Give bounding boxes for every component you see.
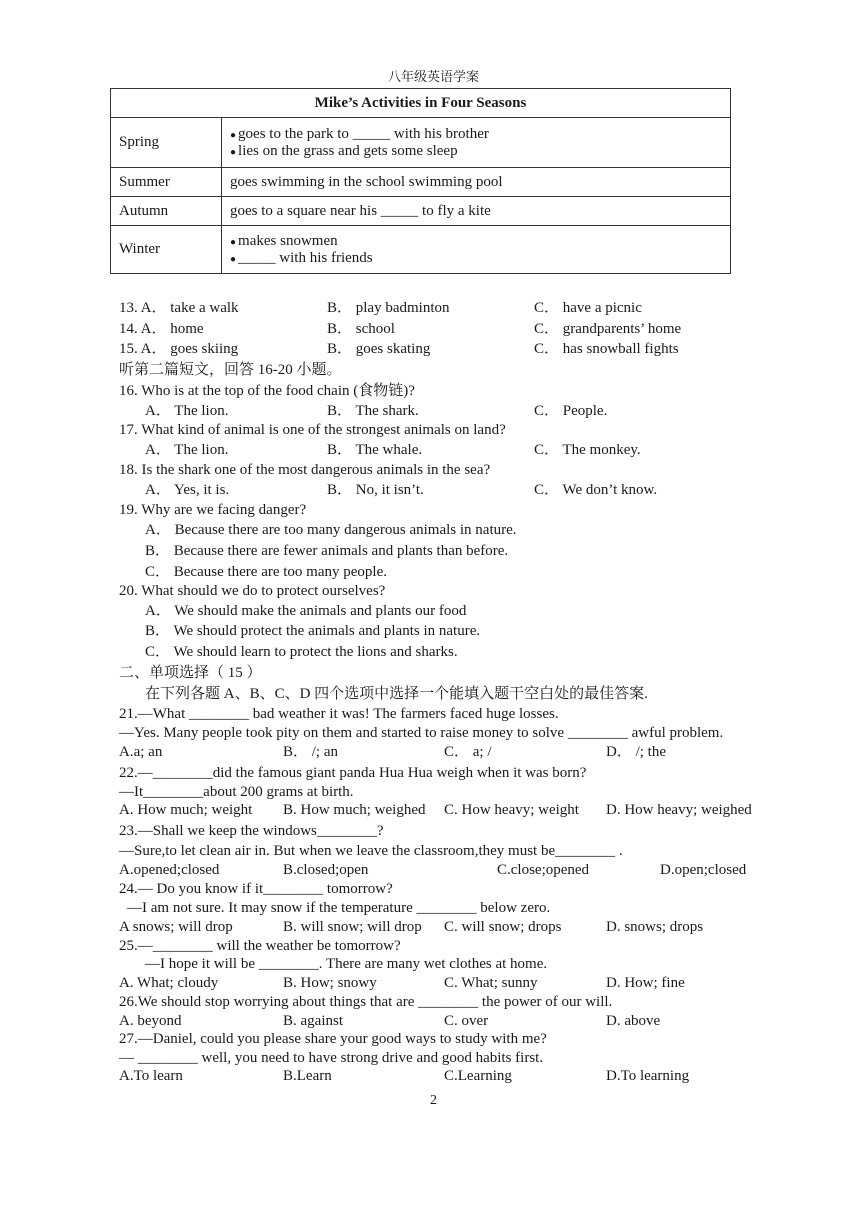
text-segment: C． have a picnic (534, 300, 642, 316)
text-segment: C． a; / (444, 744, 492, 760)
text-segment: A． We should make the animals and plants our food (145, 603, 467, 619)
text-segment: B． play badminton (327, 300, 450, 316)
text-segment: A． The lion. (145, 403, 229, 419)
page-header: 八年级英语学案 (387, 69, 479, 84)
table-row (111, 118, 731, 168)
text-segment: B． goes skating (327, 341, 431, 357)
text-segment: A snows; will drop (119, 919, 233, 935)
activity-cell: goes to a square near his _____ to fly a kite (222, 197, 731, 226)
activity-cell (222, 226, 731, 274)
text-segment: 16. Who is at the top of the food chain (食物链)? (119, 383, 415, 399)
text-segment: 21.—What ________ bad weather it was! The farmers faced huge losses. (119, 706, 559, 722)
activity-line (230, 143, 722, 160)
text-segment: D． /; the (606, 744, 666, 760)
text-segment: —It________about 200 grams at birth. (119, 784, 354, 800)
bullet-icon: ● (230, 253, 237, 265)
text-segment: C． grandparents’ home (534, 321, 682, 337)
activity-text: _____ with his friends (238, 249, 373, 266)
text-segment: C． Because there are too many people. (145, 564, 387, 580)
text-segment: C． The monkey. (534, 442, 641, 458)
activity-line (230, 250, 722, 267)
text-segment: C.close;opened (497, 862, 590, 878)
text-segment: D. How heavy; weighed (606, 802, 752, 818)
text-segment: 25.—________ will the weather be tomorrow? (119, 938, 401, 954)
text-segment: 20. What should we do to protect ourselves? (119, 583, 386, 599)
bullet-icon: ● (230, 236, 237, 248)
activity-line (230, 126, 722, 143)
text-segment: B. against (283, 1013, 343, 1029)
table-row (111, 226, 731, 274)
text-segment: B. How much; weighed (283, 802, 426, 818)
text-segment: — ________ well, you need to have strong drive and good habits first. (119, 1050, 544, 1066)
text-segment: 二、单项选择（ 15 ） (119, 665, 262, 681)
text-segment: 17. What kind of animal is one of the strongest animals on land? (119, 422, 506, 438)
text-segment: A． Because there are too many dangerous animals in nature. (145, 522, 517, 538)
text-segment: A. What; cloudy (119, 975, 219, 991)
text-segment: A． Yes, it is. (145, 482, 230, 498)
text-segment: B. will snow; will drop (283, 919, 422, 935)
text-segment: B． /; an (283, 744, 338, 760)
bullet-icon: ● (230, 129, 237, 141)
activity-line (230, 233, 722, 250)
text-segment: A. beyond (119, 1013, 182, 1029)
activity-text: lies on the grass and gets some sleep (238, 142, 458, 159)
text-segment: 听第二篇短文，回答 16-20 小题。 (119, 362, 342, 378)
text-segment: B.closed;open (283, 862, 369, 878)
seasons-table (110, 88, 731, 274)
page-number: 2 (430, 1093, 437, 1108)
text-segment: B． No, it isn’t. (327, 482, 424, 498)
text-segment: C． We don’t know. (534, 482, 658, 498)
activity-text: makes snowmen (238, 232, 338, 249)
table-row (111, 168, 731, 197)
text-segment: D. How; fine (606, 975, 685, 991)
text-segment: —I am not sure. It may snow if the temperature ________ below zero. (127, 900, 551, 916)
activity-cell: goes swimming in the school swimming pool (222, 168, 731, 197)
text-segment: C. over (444, 1013, 489, 1029)
text-segment: C. What; sunny (444, 975, 538, 991)
text-segment: 23.—Shall we keep the windows________? (119, 823, 384, 839)
text-segment: 22.—________did the famous giant panda Hua Hua weigh when it was born? (119, 765, 587, 781)
text-segment: —I hope it will be ________. There are many wet clothes at home. (145, 956, 548, 972)
text-segment: —Sure,to let clean air in. But when we leave the classroom,they must be________ . (119, 843, 623, 859)
activity-cell (222, 118, 731, 168)
season-cell: Autumn (111, 197, 222, 226)
text-segment: C． People. (534, 403, 608, 419)
text-segment: D.open;closed (660, 862, 747, 878)
text-segment: 15. A． goes skiing (119, 341, 239, 357)
text-segment: 26.We should stop worrying about things that are ________ the power of our will. (119, 994, 613, 1010)
text-segment: A.opened;closed (119, 862, 220, 878)
text-segment: D. snows; drops (606, 919, 704, 935)
text-segment: —Yes. Many people took pity on them and started to raise money to solve ________ awful problem. (119, 725, 724, 741)
text-segment: C. will snow; drops (444, 919, 562, 935)
text-segment: 27.—Daniel, could you please share your good ways to study with me? (119, 1031, 547, 1047)
text-segment: A.To learn (119, 1068, 183, 1084)
text-segment: B． The whale. (327, 442, 423, 458)
text-segment: B． The shark. (327, 403, 419, 419)
table-title: Mike’s Activities in Four Seasons (111, 89, 731, 118)
bullet-icon: ● (230, 146, 237, 158)
text-segment: 在下列各题 A、B、C、D 四个选项中选择一个能填入题干空白处的最佳答案. (145, 686, 648, 702)
text-segment: 19. Why are we facing danger? (119, 502, 307, 518)
season-cell: Summer (111, 168, 222, 197)
text-segment: C． has snowball fights (534, 341, 679, 357)
text-segment: A.a; an (119, 744, 163, 760)
season-cell: Winter (111, 226, 222, 274)
text-segment: D.To learning (606, 1068, 690, 1084)
text-segment: C.Learning (444, 1068, 512, 1084)
activity-text: goes to the park to _____ with his brother (238, 125, 489, 142)
text-segment: B． We should protect the animals and plants in nature. (145, 623, 481, 639)
text-segment: D. above (606, 1013, 661, 1029)
text-segment: A． The lion. (145, 442, 229, 458)
table-row (111, 197, 731, 226)
text-segment: 24.— Do you know if it________ tomorrow? (119, 881, 393, 897)
text-segment: B. How; snowy (283, 975, 377, 991)
text-segment: B． school (327, 321, 395, 337)
text-segment: 18. Is the shark one of the most dangerous animals in the sea? (119, 462, 491, 478)
text-segment: B． Because there are fewer animals and plants than before. (145, 543, 509, 559)
text-segment: 14. A． home (119, 321, 204, 337)
text-segment: C． We should learn to protect the lions and sharks. (145, 644, 458, 660)
text-segment: A. How much; weight (119, 802, 253, 818)
text-segment: C. How heavy; weight (444, 802, 579, 818)
season-cell: Spring (111, 118, 222, 168)
text-segment: B.Learn (283, 1068, 332, 1084)
text-segment: 13. A． take a walk (119, 300, 239, 316)
